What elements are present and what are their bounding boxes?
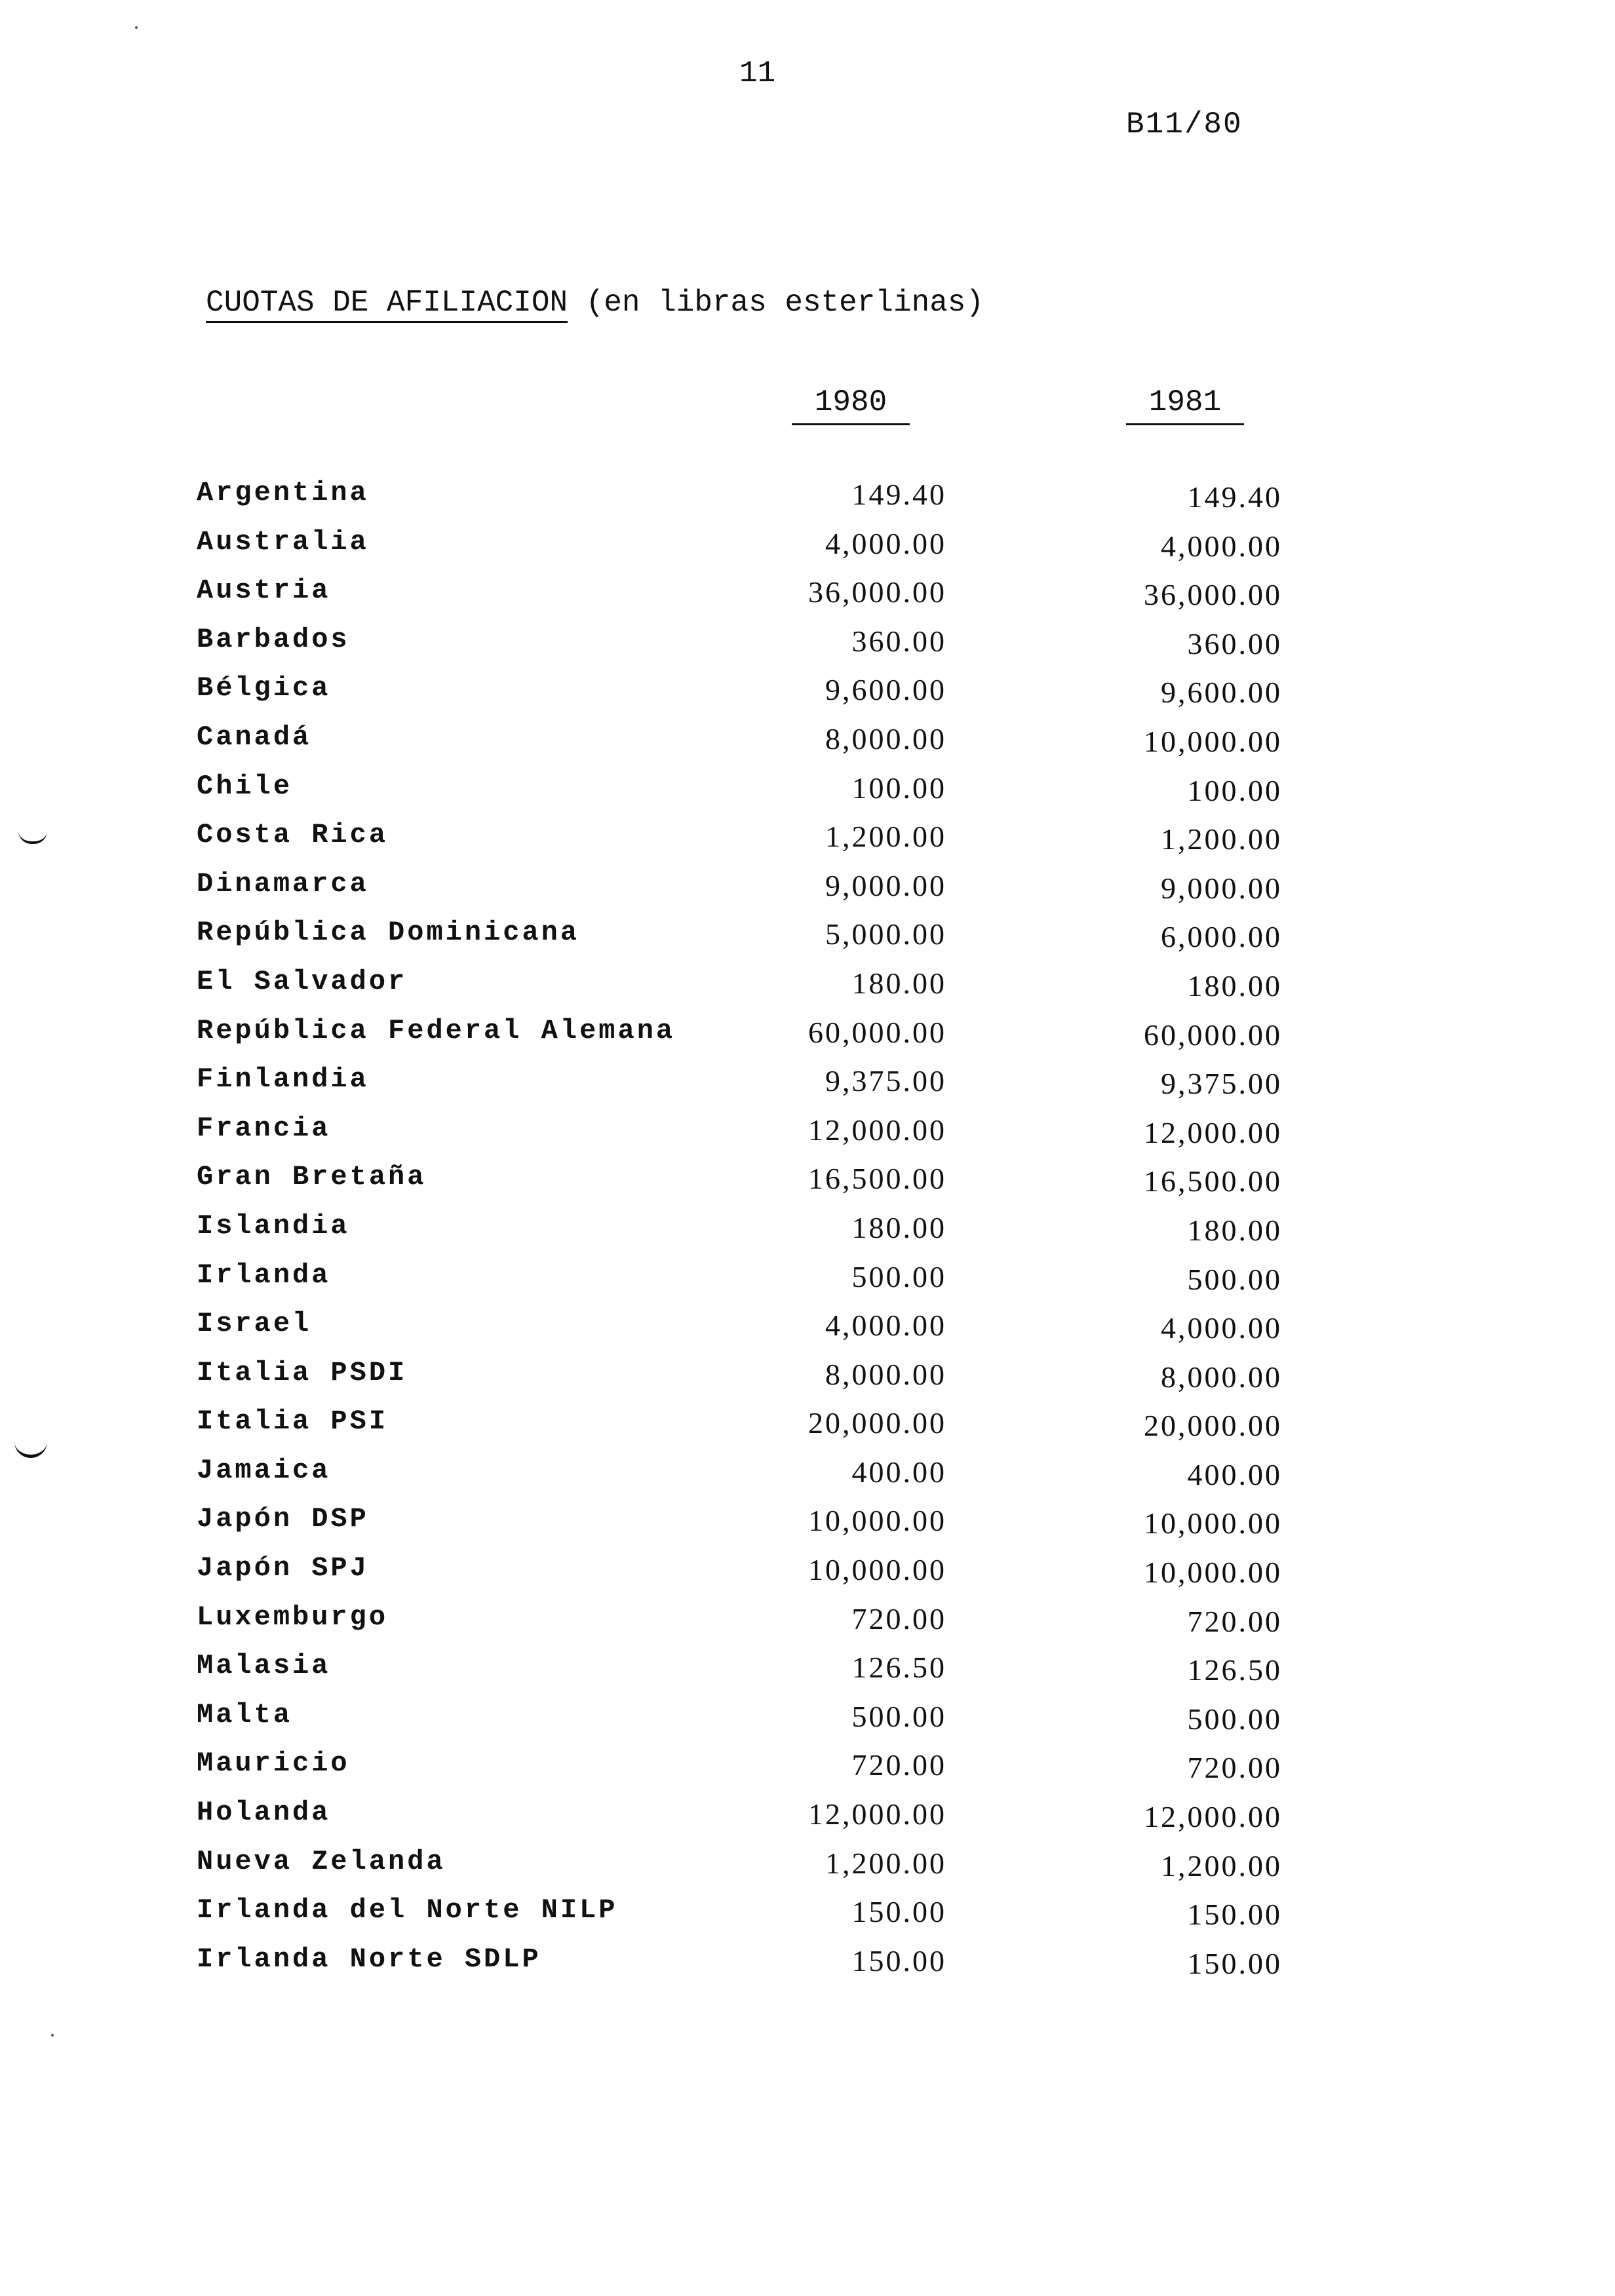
country-name: Dinamarca [197, 868, 369, 900]
country-name: Japón DSP [197, 1503, 369, 1535]
country-name: República Federal Alemana [197, 1014, 676, 1046]
country-name: Chile [197, 770, 293, 802]
title-main: CUOTAS DE AFILIACION [206, 286, 568, 323]
fee-1980: 9,375.00 [825, 1064, 946, 1098]
fee-1981: 4,000.00 [1161, 529, 1282, 563]
column-header-1980: 1980 [792, 385, 910, 425]
fee-1981: 720.00 [1187, 1751, 1282, 1785]
fee-1980: 9,600.00 [825, 673, 946, 707]
table-row [0, 575, 1615, 624]
country-name: Australia [197, 526, 369, 558]
country-name: Jamaica [197, 1454, 331, 1486]
table-row [0, 868, 1615, 917]
fee-1980: 149.40 [851, 478, 946, 511]
fee-1980: 10,000.00 [808, 1553, 946, 1587]
table-row [0, 1063, 1615, 1113]
fee-1981: 720.00 [1187, 1604, 1282, 1638]
fee-1980: 10,000.00 [808, 1504, 946, 1538]
table-row [0, 1161, 1615, 1210]
fee-1980: 180.00 [851, 1210, 946, 1244]
table-title [206, 286, 984, 320]
speck [135, 26, 138, 29]
fee-1980: 720.00 [851, 1748, 946, 1782]
fee-1981: 1,200.00 [1161, 822, 1282, 856]
table-row [0, 1699, 1615, 1748]
table-row [0, 1113, 1615, 1162]
country-name: Luxemburgo [197, 1601, 389, 1633]
table-row [0, 1015, 1615, 1064]
table-row [0, 1748, 1615, 1797]
fee-1981: 150.00 [1187, 1898, 1282, 1932]
country-name: Costa Rica [197, 819, 389, 851]
fee-1980: 100.00 [851, 771, 946, 805]
table-row [0, 1259, 1615, 1309]
table-row [0, 1503, 1615, 1552]
page-number: 11 [739, 56, 776, 90]
country-name: Gran Bretaña [197, 1161, 427, 1193]
table-row [0, 966, 1615, 1015]
fee-1980: 16,500.00 [808, 1162, 946, 1196]
fee-1980: 60,000.00 [808, 1015, 946, 1049]
country-name: Italia PSI [197, 1406, 389, 1438]
country-name: Nueva Zelanda [197, 1845, 446, 1877]
fee-1980: 4,000.00 [825, 1309, 946, 1343]
table-row [0, 1797, 1615, 1846]
country-name: Austria [197, 575, 331, 607]
fee-1980: 36,000.00 [808, 575, 946, 609]
country-name: Irlanda Norte SDLP [197, 1943, 541, 1975]
country-name: Francia [197, 1112, 331, 1144]
fee-1981: 36,000.00 [1144, 578, 1282, 612]
country-name: Malasia [197, 1650, 331, 1682]
table-row [0, 1846, 1615, 1895]
country-name: Bélgica [197, 672, 331, 704]
fee-1980: 1,200.00 [825, 820, 946, 854]
country-name: Irlanda [197, 1259, 331, 1291]
column-header-1981: 1981 [1126, 385, 1244, 425]
fee-1981: 8,000.00 [1161, 1360, 1282, 1394]
fee-1981: 10,000.00 [1144, 724, 1282, 758]
fees-table [0, 477, 1615, 1992]
country-name: Malta [197, 1698, 293, 1731]
fee-1980: 12,000.00 [808, 1113, 946, 1147]
fee-1981: 180.00 [1187, 968, 1282, 1003]
fee-1980: 150.00 [851, 1943, 946, 1978]
table-row [0, 819, 1615, 868]
fee-1981: 1,200.00 [1161, 1848, 1282, 1883]
table-row [0, 917, 1615, 966]
fee-1980: 400.00 [851, 1455, 946, 1489]
table-row [0, 771, 1615, 820]
country-name: Holanda [197, 1797, 331, 1829]
fee-1981: 4,000.00 [1161, 1311, 1282, 1345]
table-row [0, 721, 1615, 771]
table-row [0, 1210, 1615, 1259]
fee-1981: 126.50 [1187, 1653, 1282, 1687]
fee-1981: 500.00 [1187, 1702, 1282, 1736]
fee-1981: 16,500.00 [1144, 1164, 1282, 1198]
table-row [0, 1894, 1615, 1943]
fee-1980: 360.00 [851, 624, 946, 658]
fee-1980: 20,000.00 [808, 1406, 946, 1440]
fee-1980: 720.00 [851, 1601, 946, 1636]
fee-1981: 180.00 [1187, 1213, 1282, 1247]
fee-1980: 1,200.00 [825, 1846, 946, 1880]
fee-1981: 150.00 [1187, 1946, 1282, 1980]
fee-1981: 10,000.00 [1144, 1556, 1282, 1590]
country-name: El Salvador [197, 965, 408, 997]
table-row [0, 1406, 1615, 1455]
fee-1981: 60,000.00 [1144, 1018, 1282, 1052]
fee-1981: 9,000.00 [1161, 871, 1282, 905]
fee-1980: 500.00 [851, 1699, 946, 1733]
table-row [0, 1552, 1615, 1601]
fee-1980: 4,000.00 [825, 526, 946, 560]
title-sub: (en libras esterlinas) [585, 286, 984, 320]
fee-1980: 500.00 [851, 1259, 946, 1293]
country-name: Israel [197, 1308, 312, 1340]
fee-1981: 400.00 [1187, 1457, 1282, 1491]
fee-1981: 10,000.00 [1144, 1506, 1282, 1540]
fee-1981: 360.00 [1187, 626, 1282, 660]
country-name: Irlanda del Norte NILP [197, 1894, 618, 1926]
fee-1980: 8,000.00 [825, 721, 946, 756]
fee-1981: 12,000.00 [1144, 1800, 1282, 1834]
fee-1980: 126.50 [851, 1651, 946, 1685]
table-row [0, 1650, 1615, 1699]
country-name: Japón SPJ [197, 1552, 369, 1584]
country-name: Islandia [197, 1210, 350, 1242]
country-name: Canadá [197, 721, 312, 753]
fee-1980: 150.00 [851, 1895, 946, 1929]
country-name: Barbados [197, 623, 350, 655]
table-row [0, 624, 1615, 673]
fee-1981: 12,000.00 [1144, 1115, 1282, 1149]
speck [51, 2034, 54, 2037]
table-row [0, 1601, 1615, 1651]
table-row [0, 1455, 1615, 1504]
country-name: Mauricio [197, 1748, 350, 1780]
country-name: Argentina [197, 477, 369, 508]
document-reference: B11/80 [1126, 107, 1243, 142]
table-row [0, 526, 1615, 575]
fee-1980: 12,000.00 [808, 1797, 946, 1831]
country-name: República Dominicana [197, 917, 580, 949]
fee-1981: 9,375.00 [1161, 1067, 1282, 1101]
fee-1981: 149.40 [1187, 480, 1282, 514]
table-row [0, 1357, 1615, 1406]
fee-1980: 180.00 [851, 966, 946, 1000]
country-name: Italia PSDI [197, 1356, 408, 1388]
fee-1981: 500.00 [1187, 1262, 1282, 1296]
fee-1981: 100.00 [1187, 773, 1282, 807]
fee-1980: 8,000.00 [825, 1357, 946, 1391]
table-row [0, 1308, 1615, 1357]
table-row [0, 1943, 1615, 1993]
country-name: Finlandia [197, 1063, 369, 1096]
fee-1980: 5,000.00 [825, 917, 946, 951]
table-row [0, 477, 1615, 526]
fee-1981: 20,000.00 [1144, 1409, 1282, 1443]
fee-1980: 9,000.00 [825, 868, 946, 902]
fee-1981: 9,600.00 [1161, 676, 1282, 710]
fee-1981: 6,000.00 [1161, 920, 1282, 954]
table-row [0, 672, 1615, 721]
